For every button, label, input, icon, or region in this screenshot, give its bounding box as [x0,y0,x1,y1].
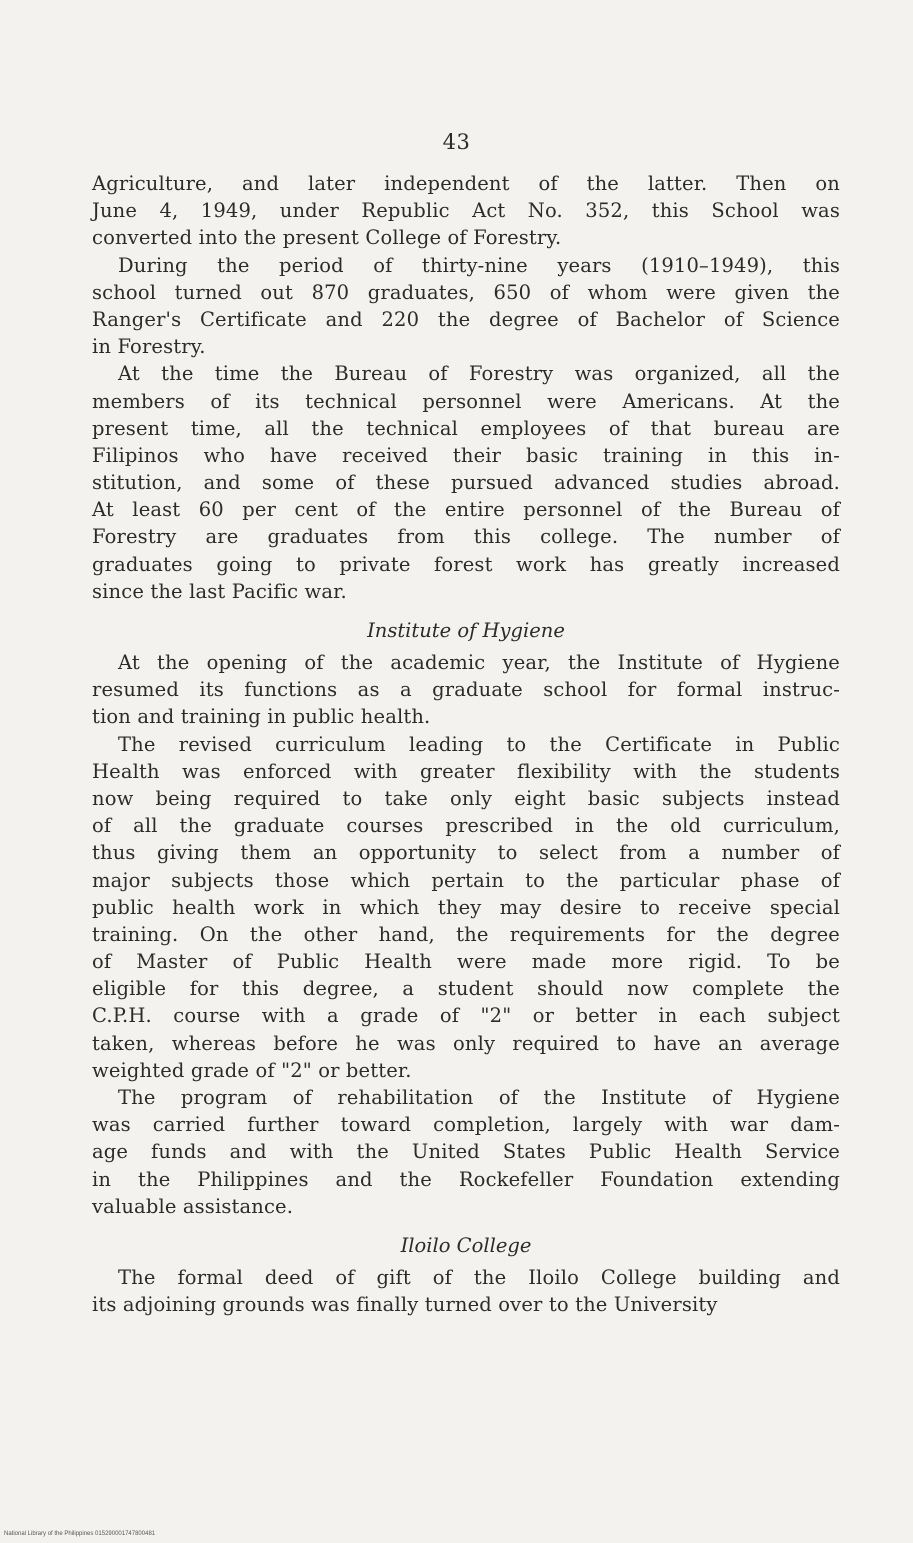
paragraph [92,649,840,731]
text-line: public health work in which they may desire to receive special [92,895,840,919]
text-line: weighted grade of "2" or better. [92,1058,412,1082]
text-line: The revised curriculum leading to the Certificate in Public [118,732,840,756]
text-line: During the period of thirty-nine years (1910–1949), this [118,253,840,277]
text-line: of Master of Public Health were made more rigid. To be [92,950,840,974]
text-line: graduates going to private forest work has greatly increased [92,552,840,576]
text-line: At the time the Bureau of Forestry was organized, all the [118,362,840,386]
text-line: At least 60 per cent of the entire personnel of the Bureau of [92,498,840,522]
text-line: now being required to take only eight basic subjects instead [92,786,840,810]
text-line: training. On the other hand, the requirements for the degree [92,922,840,946]
paragraph [92,252,840,361]
text-line: The formal deed of gift of the Iloilo College building and [118,1265,840,1289]
text-line: stitution, and some of these pursued advanced studies abroad. [92,471,840,495]
text-line: tion and training in public health. [92,705,431,729]
text-line: was carried further toward completion, largely with war dam- [92,1113,840,1137]
text-line: June 4, 1949, under Republic Act No. 352, this School was [92,199,840,223]
text-line: of all the graduate courses prescribed in the old curriculum, [92,814,840,838]
footer-watermark: National Library of the Philippines 015290001747800481 [4,1531,156,1537]
text-line: age funds and with the United States Public Health Service [92,1140,840,1164]
text-line: Forestry are graduates from this college. The number of [92,525,840,549]
text-line: in Forestry. [92,335,206,359]
text-line: The program of rehabilitation of the Institute of Hygiene [118,1086,840,1109]
text-line: thus giving them an opportunity to select from a number of [92,841,840,865]
text-line: Agriculture, and later independent of the latter. Then on [92,172,840,195]
text-line: school turned out 870 graduates, 650 of whom were given the [92,280,840,304]
text-line: since the last Pacific war. [92,579,347,603]
paragraph [92,360,840,605]
text-line: C.P.H. course with a grade of "2" or better in each subject [92,1004,840,1028]
text-line: At the opening of the academic year, the Institute of Hygiene [118,651,840,674]
text-line: its adjoining grounds was finally turned over to the University [92,1293,718,1317]
paragraph [92,1264,840,1318]
text-line: eligible for this degree, a student should now complete the [92,977,840,1001]
paragraph [92,170,840,252]
text-line: Filipinos who have received their basic training in this in- [92,443,840,467]
paragraph [92,731,840,1084]
section-heading: Institute of Hygiene [367,619,565,642]
text-line: Ranger's Certificate and 220 the degree of Bachelor of Science [92,307,840,331]
text-line: converted into the present College of Forestry. [92,226,562,250]
text-line: in the Philippines and the Rockefeller Foundation extending [92,1167,840,1191]
page-number: 43 [442,130,471,154]
paragraph [92,1084,840,1220]
text-line: members of its technical personnel were Americans. At the [92,389,840,413]
text-line: valuable assistance. [92,1194,294,1218]
text-line: present time, all the technical employees of that bureau are [92,416,840,440]
page-body [92,170,840,1318]
text-line: Health was enforced with greater flexibility with the students [92,759,840,783]
section-heading: Iloilo College [400,1233,532,1257]
text-line: resumed its functions as a graduate school for formal instruc- [92,678,840,702]
text-line: taken, whereas before he was only required to have an average [92,1031,840,1055]
text-line: major subjects those which pertain to the particular phase of [92,868,840,892]
